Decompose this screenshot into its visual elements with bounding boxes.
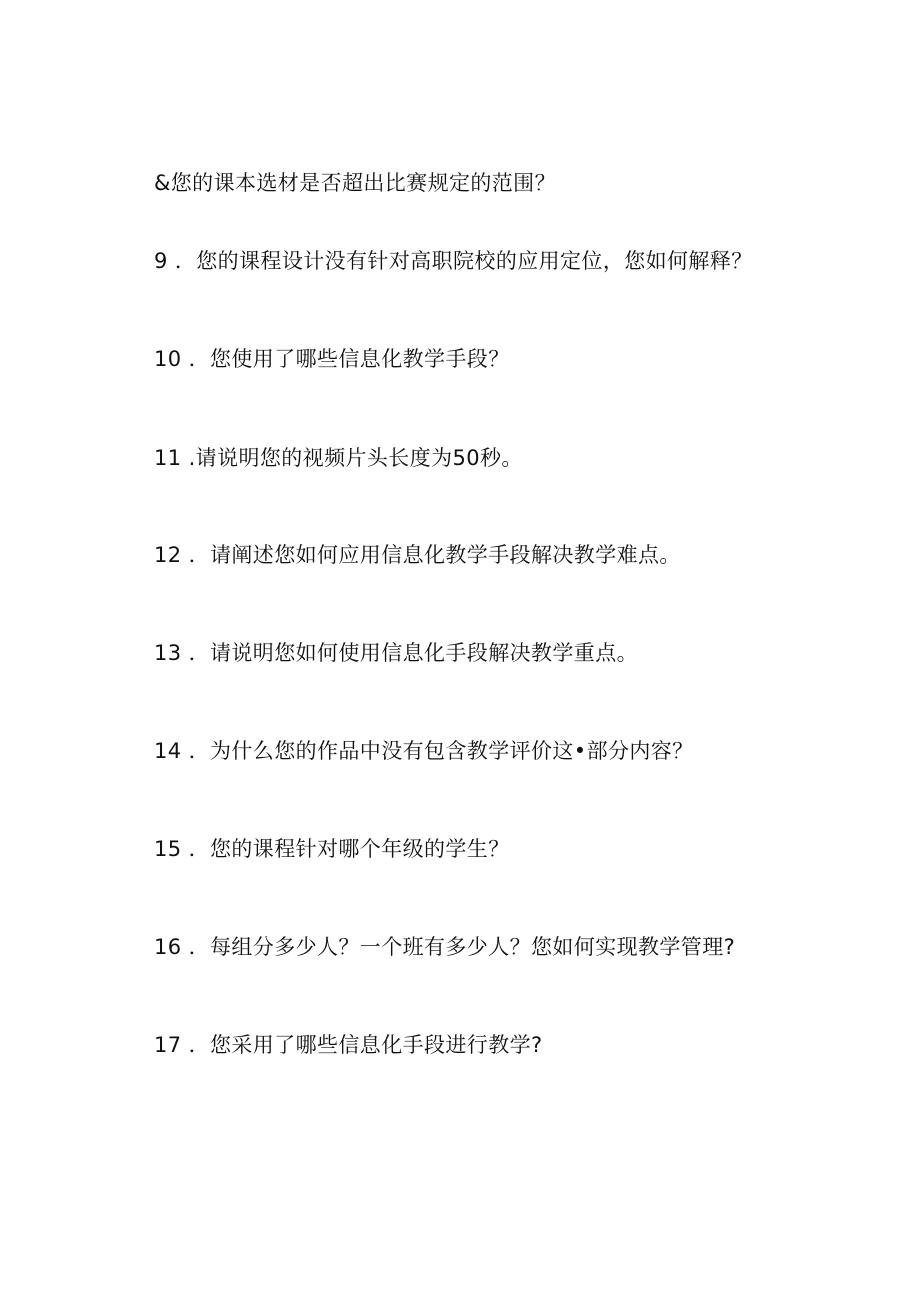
- question-item: 11 .请说明您的视频片头长度为50秒。: [154, 446, 523, 470]
- question-item: 10 ．您使用了哪些信息化教学手段？: [154, 347, 510, 371]
- question-item: 14 ．为什么您的作品中没有包含教学评价这•部分内容？: [154, 739, 694, 763]
- question-item: 16 ．每组分多少人？一个班有多少人？您如何实现教学管理?: [154, 935, 736, 959]
- question-item: 15 ．您的课程针对哪个年级的学生？: [154, 837, 510, 861]
- question-item: &您的课本选材是否超出比赛规定的范围？: [154, 171, 556, 195]
- question-item: 13 ．请说明您如何使用信息化手段解决教学重点。: [154, 641, 638, 665]
- question-item: 17 ．您采用了哪些信息化手段进行教学?: [154, 1033, 543, 1057]
- question-item: 12 ．请阐述您如何应用信息化教学手段解决教学难点。: [154, 543, 681, 567]
- question-item: 9 ．您的课程设计没有针对高职院校的应用定位，您如何解释？: [154, 249, 753, 273]
